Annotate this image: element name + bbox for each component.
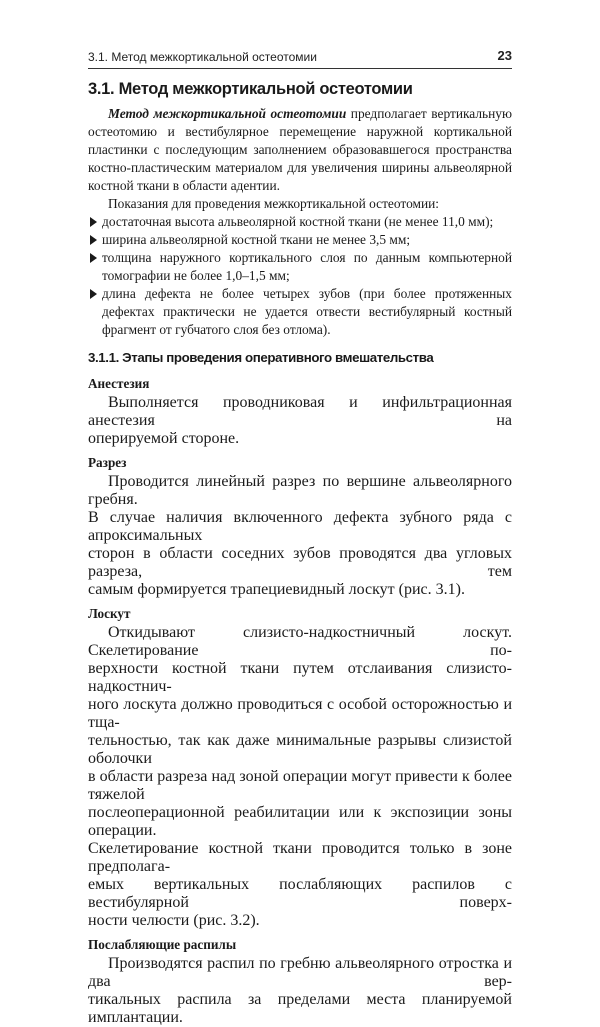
subsection-title: 3.1.1. Этапы проведения оперативного вмешательства (88, 350, 434, 365)
list-item-text: достаточная высота альвеолярной костной ткани (не менее 11,0 мм); (102, 214, 494, 229)
text-line: сторон в области соседних зубов проводятся два угловых разреза, тем (88, 545, 512, 580)
text-line: в области разреза над зоной операции могут привести к более тяжелой (88, 768, 512, 803)
text-line: оперируемой стороне. (88, 430, 240, 447)
page-body (88, 78, 512, 1027)
list-item (88, 213, 512, 231)
indications-list (88, 213, 512, 339)
text-line: В случае наличия включенного дефекта зубного ряда с апроксимальных (88, 509, 512, 544)
section-title: 3.1. Метод межкортикальной остеотомии (88, 80, 413, 98)
bullet-triangle-icon (90, 217, 97, 227)
list-item-text: толщина наружного кортикального слоя по данным компьютерной томографии не более 1,0–1,5 мм; (102, 250, 512, 283)
list-item-text: длина дефекта не более четырех зубов (при более протяженных дефектах практически не удается отвести вестибулярный костный фрагмент от губчатого слоя без отлома). (102, 286, 512, 337)
text-line: Откидывают слизисто-надкостничный лоскут. Скелетирование по- (88, 624, 512, 659)
text-line: емых вертикальных послабляющих распилов с вестибулярной поверх- (88, 876, 512, 911)
text-line: Скелетирование костной ткани проводится только в зоне предполага- (88, 840, 512, 875)
text-line: Проводится линейный разрез по вершине альвеолярного гребня. (88, 473, 512, 508)
intro-paragraph (88, 105, 512, 195)
stage-text-anesthesia (88, 394, 512, 448)
text-line: самым формируется трапециевидный лоскут (рис. 3.1). (88, 581, 465, 598)
stage-heading-relaxing-cuts: Послабляющие распилы (88, 937, 237, 952)
text-line: ности челюсти (рис. 3.2). (88, 912, 260, 929)
bullet-triangle-icon (90, 253, 97, 263)
text-line: тикальных распила за пределами места планируемой имплантации. (88, 991, 512, 1026)
stage-heading-incision: Разрез (88, 455, 127, 470)
text-line: Выполняется проводниковая и инфильтрационная анестезия на (88, 394, 512, 429)
list-item (88, 285, 512, 339)
running-header-title: 3.1. Метод межкортикальной остеотомии (88, 50, 317, 64)
text-line: верхности костной ткани путем отслаивания слизисто-надкостнич- (88, 660, 512, 695)
text-line: послеоперационной реабилитации или к экспозиции зоны операции. (88, 804, 512, 839)
bullet-triangle-icon (90, 235, 97, 245)
list-item-text: ширина альвеолярной костной ткани не менее 3,5 мм; (102, 232, 411, 247)
intro-emphasis: Метод межкортикальной остеотомии (108, 106, 347, 121)
stage-text-flap (88, 624, 512, 930)
list-item (88, 249, 512, 285)
text-line: ного лоскута должно проводиться с особой осторожностью и тща- (88, 696, 512, 731)
text-line: Производятся распил по гребню альвеолярного отростка и два вер- (88, 955, 512, 990)
stage-text-relaxing-cuts (88, 955, 512, 1027)
list-item (88, 231, 512, 249)
page-number: 23 (497, 48, 512, 63)
stage-heading-flap: Лоскут (88, 606, 131, 621)
text-line: тельностью, так как даже минимальные разрывы слизистой оболочки (88, 732, 512, 767)
running-header (88, 48, 512, 68)
stage-text-incision (88, 473, 512, 599)
bullet-triangle-icon (90, 289, 97, 299)
indications-lead: Показания для проведения межкортикальной остеотомии: (108, 196, 440, 211)
header-rule (88, 68, 512, 69)
stage-heading-anesthesia: Анестезия (88, 376, 150, 391)
intro-text: предполагает вертикальную остеотомию и вестибулярное перемещение наружной кортикальной пластинки с последующим заполнением образовавшегося пространства костно-пластическим материалом для увеличения ширины альвеолярной костной ткани в области адентии. (88, 106, 512, 193)
